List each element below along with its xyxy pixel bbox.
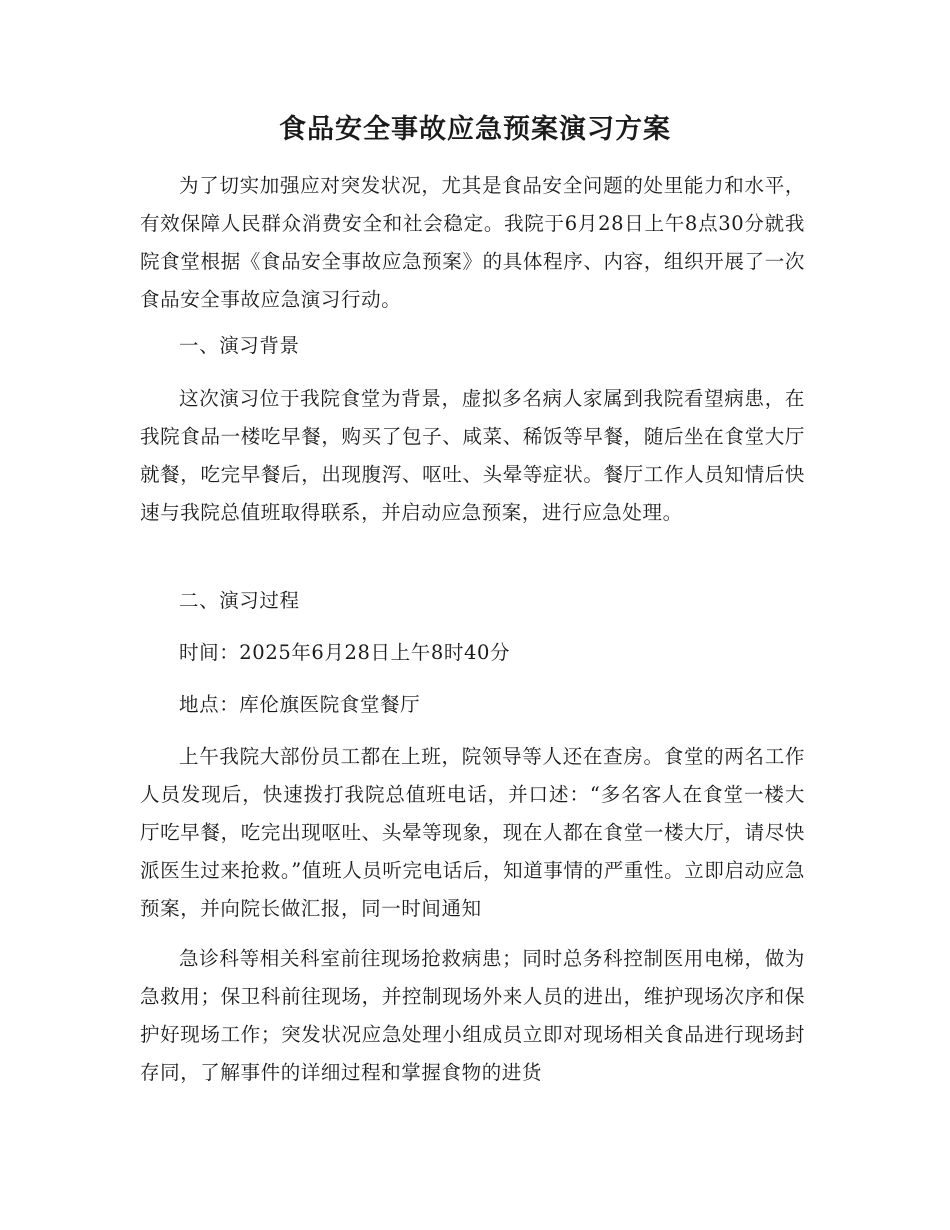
background-paragraph: 这次演习位于我院食堂为背景，虚拟多名病人家属到我院看望病患，在我院食品一楼吃早餐，购买了包子、咸菜、稀饭等早餐，随后坐在食堂大厅就餐，吃完早餐后，出现腹泻、呕吐、头晕等症状。餐厅工作人员知情后快速与我院总值班取得联系，并启动应急预案，进行应急处理。 bbox=[140, 387, 805, 524]
section-heading-background: 一、演习背景 bbox=[179, 334, 300, 357]
intro-paragraph: 为了切实加强应对突发状况，尤其是食品安全问题的处里能力和水平，有效保障人民群众消费安全和社会稳定。我院于6月28日上午8点30分就我院食堂根据《食品安全事故应急预案》的具体程序、内容，组织开展了一次食品安全事故应急演习行动。 bbox=[140, 174, 805, 311]
time-line: 时间：2025年6月28日上午8时40分 bbox=[179, 641, 511, 664]
section-heading-process: 二、演习过程 bbox=[179, 589, 300, 612]
process-paragraph-2: 急诊科等相关科室前往现场抢救病患；同时总务科控制医用电梯，做为急救用；保卫科前往现场，并控制现场外来人员的进出，维护现场次序和保护好现场工作；突发状况应急处理小组成员立即对现场相关食品进行现场封存同，了解事件的详细过程和掌握食物的进货 bbox=[140, 947, 805, 1084]
document-title: 食品安全事故应急预案演习方案 bbox=[279, 114, 671, 145]
process-paragraph-1: 上午我院大部份员工都在上班，院领导等人还在查房。食堂的两名工作人员发现后，快速拨打我院总值班电话，并口述：“多名客人在食堂一楼大厅吃早餐，吃完出现呕吐、头晕等现象，现在人都在食堂一楼大厅，请尽快派医生过来抢救。”值班人员听完电话后，知道事情的严重性。立即启动应急预案，并向院长做汇报，同一时间通知 bbox=[140, 745, 805, 920]
place-line: 地点：库伦旗医院食堂餐厅 bbox=[179, 693, 421, 716]
